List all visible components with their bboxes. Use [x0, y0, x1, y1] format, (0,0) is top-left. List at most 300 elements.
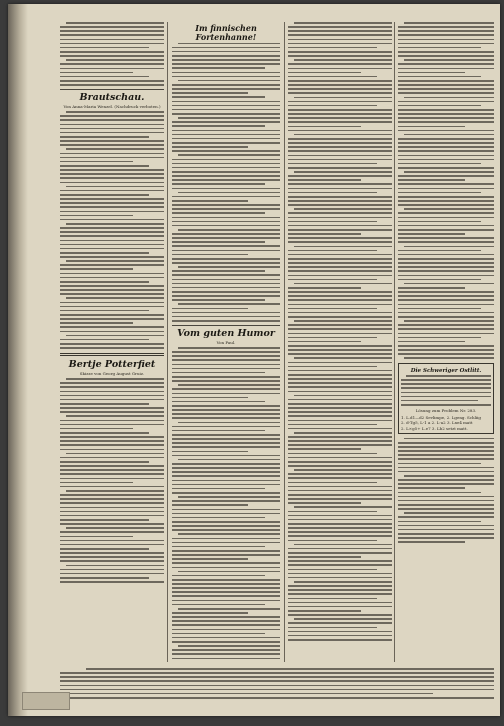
text-line [288, 345, 392, 347]
text-line [60, 72, 133, 74]
text-line [288, 457, 392, 459]
text-line [288, 420, 392, 422]
text-line [172, 372, 265, 374]
text-line [60, 34, 164, 36]
text-line [172, 279, 280, 281]
text-line [172, 84, 280, 86]
text-line [172, 167, 280, 169]
text-line [398, 483, 494, 485]
text-line [288, 573, 392, 575]
text-line [172, 430, 265, 432]
text-line [60, 252, 149, 254]
text-line [60, 302, 164, 304]
text-line [172, 471, 280, 473]
text-line [401, 400, 478, 402]
text-line [172, 417, 280, 419]
text-line [288, 453, 377, 455]
text-line [172, 225, 280, 227]
text-line [60, 248, 164, 250]
text-line [172, 105, 280, 107]
text-line [398, 72, 465, 74]
text-line [172, 142, 280, 144]
text-line [288, 324, 392, 326]
column-rule [394, 22, 395, 662]
text-line [60, 80, 164, 82]
text-line [398, 241, 494, 243]
text-line [172, 101, 280, 103]
text-line [172, 583, 280, 585]
text-line [288, 126, 361, 128]
text-line [172, 604, 265, 606]
text-line [398, 43, 494, 45]
text-line [288, 569, 377, 571]
text-line [60, 469, 164, 471]
text-line [288, 622, 392, 624]
text-line [288, 68, 392, 70]
text-line [294, 246, 392, 248]
text-line [398, 537, 494, 539]
text-line [60, 219, 164, 221]
text-line [172, 320, 280, 322]
text-line [288, 316, 392, 318]
text-line [66, 490, 164, 492]
text-line [288, 109, 392, 111]
text-line [172, 287, 280, 289]
text-line [172, 355, 280, 357]
text-line [60, 403, 149, 405]
text-line [172, 658, 280, 660]
text-line [172, 113, 280, 115]
text-line [288, 113, 392, 115]
text-line [60, 55, 164, 57]
text-line [60, 486, 164, 488]
text-line [172, 204, 280, 206]
text-line [401, 379, 491, 381]
text-line [288, 440, 392, 442]
text-line [398, 492, 481, 494]
text-line [288, 167, 392, 169]
text-line [172, 426, 280, 428]
text-line [172, 649, 280, 651]
text-line [398, 279, 481, 281]
text-line [172, 637, 280, 639]
text-line [398, 130, 494, 132]
text-line [60, 177, 164, 179]
text-line [60, 569, 164, 571]
text-line [404, 208, 494, 210]
text-line [172, 442, 280, 444]
text-line [172, 463, 280, 465]
text-line [172, 159, 280, 161]
text-line [398, 229, 494, 231]
text-line [288, 411, 392, 413]
text-line [398, 167, 494, 169]
text-line [172, 138, 280, 140]
text-line [288, 399, 392, 401]
text-line [172, 546, 265, 548]
text-line [60, 680, 494, 682]
text-line [60, 436, 164, 438]
text-line [66, 59, 164, 61]
text-line [288, 51, 392, 53]
text-line [398, 221, 481, 223]
text-line [172, 488, 265, 490]
text-line [398, 458, 494, 460]
text-line [172, 492, 280, 494]
text-line [172, 63, 280, 65]
text-line [398, 450, 494, 452]
text-line [288, 535, 392, 537]
text-line [172, 208, 280, 210]
text-line [288, 142, 392, 144]
divider [60, 353, 164, 356]
text-line [60, 26, 164, 28]
text-line [60, 331, 164, 333]
text-line [288, 436, 392, 438]
text-line [294, 22, 392, 24]
text-line [60, 51, 164, 53]
text-line [398, 159, 494, 161]
text-line [288, 577, 392, 579]
text-line [172, 221, 280, 223]
text-line [398, 101, 494, 103]
article-text [172, 347, 280, 662]
page-binding [8, 4, 28, 716]
text-line [60, 119, 164, 121]
text-line [288, 391, 392, 393]
text-line [172, 109, 280, 111]
text-line [172, 308, 248, 310]
text-line [398, 105, 481, 107]
text-line [288, 482, 377, 484]
text-line [60, 544, 164, 546]
text-line [288, 188, 392, 190]
divider [172, 325, 280, 326]
text-line [172, 237, 280, 239]
text-line [294, 432, 392, 434]
text-line [398, 80, 494, 82]
text-line [398, 126, 465, 128]
text-line [172, 550, 280, 552]
text-line [398, 316, 494, 318]
text-line [172, 130, 280, 132]
text-line [398, 150, 494, 152]
text-line [60, 202, 164, 204]
text-line [172, 451, 248, 453]
text-line [60, 128, 164, 130]
text-line [398, 353, 494, 355]
text-line [294, 581, 392, 583]
text-line [398, 121, 494, 123]
text-line [398, 51, 494, 53]
text-line [60, 63, 164, 65]
text-line [66, 186, 164, 188]
text-line [60, 465, 164, 467]
text-line [60, 399, 164, 401]
text-line [288, 337, 377, 339]
text-line [60, 347, 164, 349]
text-line [172, 509, 280, 511]
text-line [398, 55, 494, 57]
text-line [178, 117, 280, 119]
text-line [288, 237, 392, 239]
text-line [288, 200, 392, 202]
text-line [398, 529, 494, 531]
text-line [60, 473, 164, 475]
text-line [172, 150, 280, 152]
text-line [172, 380, 280, 382]
text-line [178, 571, 280, 573]
text-line [172, 55, 280, 57]
text-line [398, 47, 481, 49]
text-line [178, 266, 280, 268]
text-line [288, 424, 377, 426]
text-line [86, 668, 494, 670]
text-line [60, 511, 164, 513]
text-line [178, 422, 280, 424]
text-line [294, 97, 392, 99]
text-line [288, 598, 377, 600]
text-line [60, 536, 133, 538]
text-line [60, 318, 164, 320]
text-line [60, 211, 164, 213]
text-line [172, 270, 265, 272]
text-line [398, 63, 494, 65]
text-line [288, 589, 392, 591]
text-line [288, 548, 392, 550]
text-line [172, 484, 280, 486]
text-line [178, 347, 280, 349]
text-line [288, 415, 392, 417]
text-line [60, 395, 164, 397]
text-line [288, 159, 392, 161]
text-line [60, 478, 164, 480]
article-title: Brautschau. [79, 91, 145, 103]
text-line [398, 324, 494, 326]
text-line [288, 39, 392, 41]
text-line [398, 479, 494, 481]
text-line [172, 146, 248, 148]
text-line [288, 150, 392, 152]
text-line [172, 92, 248, 94]
text-line [60, 169, 164, 171]
article-title: Im finnischen Fortenhanne! [195, 23, 257, 42]
text-line [172, 368, 280, 370]
text-line [288, 299, 392, 301]
text-line [288, 465, 392, 467]
text-line [404, 438, 494, 440]
text-line [60, 577, 149, 579]
text-line [178, 459, 280, 461]
text-line [60, 182, 164, 184]
text-line [288, 26, 392, 28]
text-line [172, 542, 280, 544]
text-line [172, 612, 248, 614]
text-line [288, 560, 392, 562]
text-line [66, 565, 164, 567]
text-line [60, 494, 164, 496]
text-line [178, 192, 280, 194]
article-title: Vom guten Humor [177, 327, 275, 339]
text-line [66, 335, 164, 337]
text-line [60, 581, 164, 583]
article-text [398, 22, 494, 359]
text-line [172, 72, 280, 74]
text-line [172, 504, 248, 506]
text-line [288, 192, 377, 194]
text-line [172, 134, 280, 136]
text-line [288, 117, 392, 119]
text-line [288, 552, 392, 554]
text-line [60, 573, 164, 575]
text-line [60, 157, 164, 159]
text-line [60, 386, 164, 388]
text-line [398, 237, 494, 239]
text-line [398, 504, 494, 506]
text-line [60, 47, 149, 49]
text-line [398, 225, 494, 227]
text-line [172, 212, 265, 214]
text-line [172, 525, 280, 527]
text-line [288, 477, 392, 479]
text-line [60, 264, 164, 266]
text-line [288, 196, 392, 198]
text-line [288, 639, 392, 641]
text-line [172, 241, 265, 243]
text-line [178, 303, 280, 305]
text-line [172, 96, 265, 98]
text-line [60, 424, 164, 426]
text-line [60, 531, 164, 533]
text-line [172, 125, 265, 127]
text-line [178, 229, 280, 231]
text-line [178, 80, 280, 82]
text-line [294, 618, 392, 620]
text-line [398, 142, 494, 144]
article-text [60, 111, 164, 349]
text-line [288, 221, 377, 223]
text-line [60, 194, 149, 196]
text-line [172, 567, 280, 569]
text-line [401, 392, 491, 394]
text-line [178, 533, 280, 535]
text-line [288, 614, 392, 616]
text-line [172, 529, 280, 531]
text-line [172, 446, 280, 448]
text-line [398, 500, 494, 502]
text-line [288, 80, 392, 82]
text-line [172, 629, 280, 631]
text-line [172, 438, 280, 440]
text-line [288, 254, 392, 256]
text-line [294, 544, 392, 546]
text-line [294, 208, 392, 210]
text-line [172, 233, 280, 235]
text-line [294, 283, 392, 285]
divider [60, 89, 164, 90]
text-line [404, 171, 494, 173]
text-line [288, 564, 392, 566]
text-line [172, 67, 265, 69]
text-line [398, 68, 494, 70]
text-line [172, 579, 280, 581]
text-line [60, 552, 164, 554]
text-line [60, 206, 164, 208]
article-title: Bertje Potterfiet [68, 358, 156, 370]
text-line [172, 397, 248, 399]
text-line [172, 376, 280, 378]
text-line [288, 403, 392, 405]
text-line [288, 30, 392, 32]
text-line [60, 140, 164, 142]
column-3 [288, 22, 392, 662]
text-line [398, 328, 494, 330]
text-line [60, 244, 164, 246]
text-line [398, 113, 494, 115]
text-line [172, 196, 280, 198]
text-line [172, 575, 265, 577]
text-line [60, 314, 164, 316]
text-line [172, 262, 280, 264]
text-line [288, 308, 377, 310]
text-line [294, 395, 392, 397]
text-line [404, 59, 494, 61]
text-line [66, 111, 164, 113]
text-line [398, 345, 494, 347]
text-line [288, 635, 392, 637]
text-line [398, 349, 494, 351]
text-line [288, 461, 392, 463]
text-line [288, 366, 377, 368]
text-line [288, 312, 392, 314]
text-line [288, 407, 392, 409]
text-line [172, 188, 280, 190]
text-line [294, 171, 392, 173]
text-line [288, 448, 361, 450]
text-line [66, 148, 164, 150]
solution-line: 2. d-Tg5, L-1 a 2. L-a2 3. Lxe4 matt [401, 420, 473, 426]
text-line [172, 299, 265, 301]
text-line [398, 88, 494, 90]
text-line [288, 531, 392, 533]
text-line [288, 105, 377, 107]
text-line [60, 693, 433, 695]
text-line [60, 227, 164, 229]
text-line [172, 179, 280, 181]
text-line [398, 541, 465, 543]
text-line [288, 627, 377, 629]
text-line [60, 76, 149, 78]
text-line [60, 440, 164, 442]
text-line [398, 275, 494, 277]
text-line [172, 316, 280, 318]
text-line [60, 268, 133, 270]
text-line [66, 527, 164, 529]
text-line [288, 72, 361, 74]
text-line [172, 175, 280, 177]
text-line [172, 409, 280, 411]
text-line [404, 22, 494, 24]
text-line [60, 685, 494, 687]
text-line [60, 310, 149, 312]
text-line [288, 349, 392, 351]
text-line [398, 442, 494, 444]
text-line [288, 370, 392, 372]
text-line [178, 608, 280, 610]
column-4 [398, 22, 494, 662]
text-line [172, 480, 280, 482]
text-line [60, 449, 164, 451]
